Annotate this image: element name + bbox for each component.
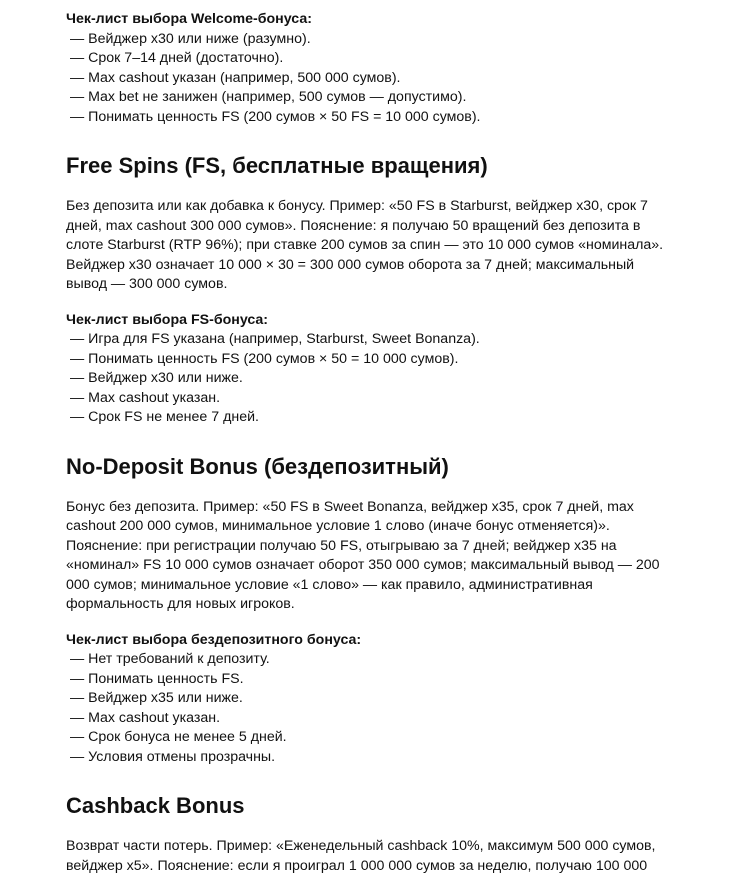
spacer	[66, 767, 696, 792]
no-deposit-checklist-list	[66, 650, 696, 767]
list-item: — Max cashout указан (например, 500 000 сумов).	[70, 69, 401, 86]
spacer	[66, 295, 696, 311]
paragraph-line: Без депозита или как добавка к бонусу. Пример: «50 FS в Starburst, вейджер x30, срок 7	[66, 198, 648, 214]
paragraph-line: вывод — 300 000 сумов.	[66, 276, 228, 292]
free-spins-heading: Free Spins (FS, бесплатные вращения)	[66, 153, 488, 178]
list-item: — Срок FS не менее 7 дней.	[70, 409, 259, 425]
spacer	[66, 820, 696, 837]
free-spins-paragraph	[66, 197, 696, 295]
list-item: — Max cashout указан.	[70, 389, 221, 406]
spacer	[66, 180, 696, 197]
list-item: — Вейджер x30 или ниже (разумно).	[70, 30, 311, 47]
paragraph-line: формальность для новых игроков.	[66, 596, 295, 612]
paragraph-line: Возврат части потерь. Пример: «Еженедельный cashback 10%, максимум 500 000 сумов,	[66, 838, 656, 854]
spacer	[66, 481, 696, 498]
paragraph-line: Бонус без депозита. Пример: «50 FS в Sweet Bonanza, вейджер x35, срок 7 дней, max	[66, 498, 634, 515]
fs-checklist-list	[66, 330, 696, 428]
paragraph-line: Пояснение: при регистрации получаю 50 FS, отыгрываю за 7 дней; вейджер x35 на	[66, 537, 617, 554]
cashback-section	[66, 792, 696, 876]
paragraph-line: 000 сумов; минимальное условие «1 слово» — как правило, административная	[66, 576, 593, 593]
no-deposit-heading: No-Deposit Bonus (бездепозитный)	[66, 453, 449, 479]
list-item: — Понимать ценность FS (200 сумов × 50 FS = 10 000 сумов).	[70, 108, 481, 125]
paragraph-line: Вейджер x30 означает 10 000 × 30 = 300 000 сумов оборота за 7 дней; максимальный	[66, 256, 635, 273]
welcome-checklist-list	[66, 30, 696, 128]
fs-checklist-title: Чек-лист выбора FS-бонуса:	[66, 311, 269, 328]
list-item: — Нет требований к депозиту.	[70, 651, 270, 667]
paragraph-line: cashout 200 000 сумов, минимальное условие 1 слово (иначе бонус отменяется)».	[66, 518, 610, 534]
paragraph-line: слоте Starburst (RTP 96%); при ставке 200 сумов за спин — это 10 000 сумов «номинала».	[66, 237, 664, 253]
list-item: — Понимать ценность FS (200 сумов × 50 = 10 000 сумов).	[70, 350, 459, 367]
no-deposit-paragraph	[66, 498, 696, 615]
welcome-checklist	[66, 10, 696, 127]
free-spins-section	[66, 152, 696, 428]
paragraph-line: вейджер x5». Пояснение: если я проиграл 1 000 000 сумов за неделю, получаю 100 000	[66, 857, 648, 874]
list-item: — Срок 7–14 дней (достаточно).	[70, 50, 284, 66]
paragraph-line: дней, max cashout 300 000 сумов». Пояснение: я получаю 50 вращений без депозита в	[66, 217, 641, 234]
list-item: — Срок бонуса не менее 5 дней.	[70, 729, 287, 745]
list-item: — Условия отмены прозрачны.	[70, 748, 276, 765]
list-item: — Max cashout указан.	[70, 709, 221, 726]
no-deposit-section	[66, 453, 696, 768]
welcome-checklist-title: Чек-лист выбора Welcome-бонуса:	[66, 11, 312, 27]
list-item: — Вейджер x35 или ниже.	[70, 690, 243, 706]
paragraph-line: «номинал» FS 10 000 сумов означает оборот 350 000 сумов; максимальный вывод — 200	[66, 557, 660, 573]
spacer	[66, 127, 696, 152]
document-content	[66, 10, 696, 876]
cashback-paragraph	[66, 837, 696, 876]
spacer	[66, 615, 696, 631]
list-item: — Max bet не занижен (например, 500 сумов — допустимо).	[70, 89, 467, 105]
list-item: — Вейджер x30 или ниже.	[70, 370, 243, 386]
list-item: — Игра для FS указана (например, Starburst, Sweet Bonanza).	[70, 331, 480, 347]
no-deposit-checklist-title: Чек-лист выбора бездепозитного бонуса:	[66, 631, 362, 648]
cashback-heading: Cashback Bonus	[66, 793, 245, 818]
list-item: — Понимать ценность FS.	[70, 670, 244, 687]
spacer	[66, 428, 696, 453]
